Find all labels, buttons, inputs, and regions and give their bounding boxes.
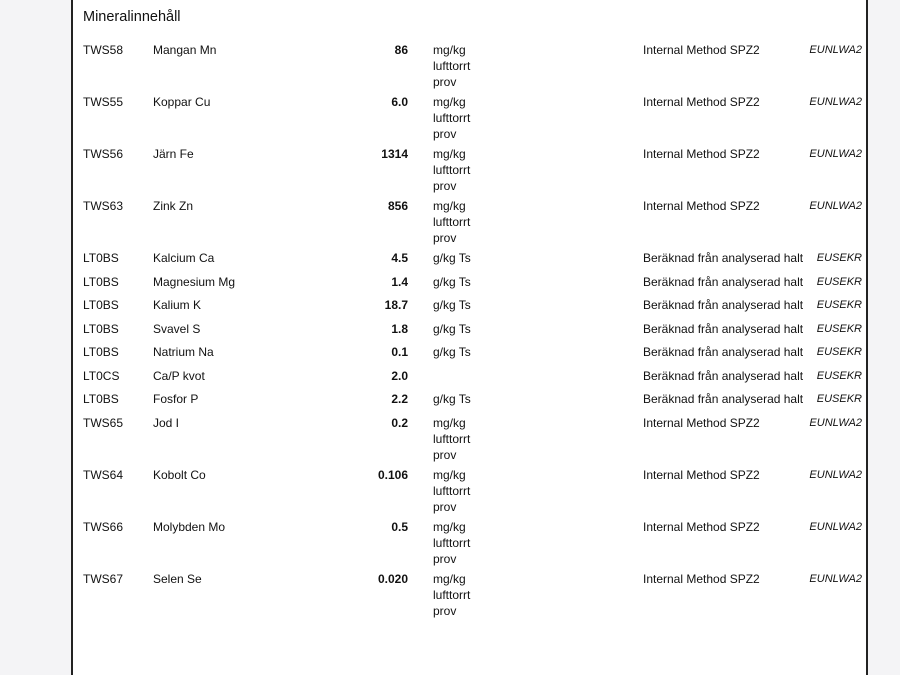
- analysis-code: TWS55: [83, 95, 124, 109]
- result-value: 0.020: [377, 571, 408, 586]
- lab-code: EUNLWA2: [809, 96, 862, 108]
- table-row: [73, 274, 866, 298]
- result-value: 18.7: [384, 298, 408, 312]
- table-row: [73, 519, 866, 571]
- lab-code: EUSEKR: [816, 393, 862, 405]
- analyte-name: Kalcium Ca: [153, 251, 215, 265]
- result-value: 1.8: [391, 321, 408, 336]
- analyte-name: Koppar Cu: [153, 95, 211, 109]
- table-row: [73, 415, 866, 467]
- table-row: [73, 344, 866, 368]
- method-name: Beräknad från analyserad halt: [643, 298, 804, 312]
- lab-code: EUSEKR: [816, 346, 862, 358]
- lab-code: EUSEKR: [816, 252, 862, 264]
- lab-code: EUNLWA2: [809, 148, 862, 160]
- method-name: Beräknad från analyserad halt: [643, 392, 804, 406]
- method-name: Beräknad från analyserad halt: [643, 251, 804, 265]
- method-name: Internal Method SPZ2: [643, 147, 760, 161]
- result-value: 856: [387, 199, 408, 213]
- method-name: Beräknad från analyserad halt: [643, 368, 804, 383]
- analyte-name: Zink Zn: [153, 199, 194, 213]
- result-value: 0.106: [377, 467, 408, 482]
- result-unit: g/kg Ts: [433, 298, 471, 312]
- lab-code: EUNLWA2: [809, 468, 862, 481]
- table-row: [73, 391, 866, 415]
- result-unit: g/kg Ts: [433, 321, 471, 336]
- result-unit: mg/kg lufttorrt prov: [433, 199, 471, 245]
- lab-code: EUNLWA2: [809, 200, 862, 212]
- analyte-name: Magnesium Mg: [153, 274, 236, 289]
- method-name: Internal Method SPZ2: [643, 467, 760, 482]
- analyte-name: Selen Se: [153, 571, 202, 586]
- analyte-name: Ca/P kvot: [153, 368, 205, 383]
- analysis-code: TWS64: [83, 467, 124, 482]
- analysis-code: TWS58: [83, 43, 124, 57]
- results-table: [73, 42, 866, 623]
- lab-code: EUSEKR: [816, 322, 862, 335]
- table-row: [73, 94, 866, 146]
- report-page: [71, 0, 868, 675]
- result-unit: mg/kg lufttorrt prov: [433, 571, 471, 618]
- result-unit: g/kg Ts: [433, 345, 471, 359]
- table-row: [73, 198, 866, 250]
- result-value: 0.1: [391, 345, 408, 359]
- result-value: 0.2: [391, 415, 408, 430]
- result-unit: mg/kg lufttorrt prov: [433, 43, 471, 89]
- analysis-code: LT0BS: [83, 251, 119, 265]
- method-name: Internal Method SPZ2: [643, 199, 760, 213]
- section-title: Mineralinnehåll: [83, 9, 181, 25]
- result-value: 1.4: [391, 274, 408, 289]
- analyte-name: Natrium Na: [153, 345, 214, 359]
- analysis-code: TWS67: [83, 571, 124, 586]
- table-row: [73, 321, 866, 345]
- analysis-code: TWS65: [83, 415, 124, 430]
- result-unit: g/kg Ts: [433, 274, 471, 289]
- method-name: Internal Method SPZ2: [643, 95, 760, 109]
- table-row: [73, 42, 866, 94]
- analyte-name: Molybden Mo: [153, 519, 226, 534]
- lab-code: EUSEKR: [816, 299, 862, 311]
- lab-code: EUNLWA2: [809, 416, 862, 429]
- method-name: Beräknad från analyserad halt: [643, 321, 804, 336]
- analysis-code: LT0BS: [83, 298, 119, 312]
- analysis-code: TWS63: [83, 199, 124, 213]
- method-name: Internal Method SPZ2: [643, 43, 760, 57]
- analysis-code: LT0BS: [83, 321, 119, 336]
- analyte-name: Kobolt Co: [153, 467, 206, 482]
- method-name: Internal Method SPZ2: [643, 415, 760, 430]
- method-name: Beräknad från analyserad halt: [643, 274, 804, 289]
- lab-code: EUSEKR: [816, 369, 862, 382]
- result-unit: mg/kg lufttorrt prov: [433, 415, 471, 462]
- result-value: 6.0: [391, 95, 408, 109]
- result-value: 2.2: [391, 392, 408, 406]
- analyte-name: Svavel S: [153, 321, 201, 336]
- table-row: [73, 467, 866, 519]
- lab-code: EUNLWA2: [809, 520, 862, 533]
- result-unit: mg/kg lufttorrt prov: [433, 147, 471, 193]
- result-value: 4.5: [391, 251, 408, 265]
- result-unit: mg/kg lufttorrt prov: [433, 519, 471, 566]
- analysis-code: TWS56: [83, 147, 124, 161]
- result-value: 1314: [381, 147, 408, 161]
- analysis-code: LT0BS: [83, 345, 119, 359]
- result-unit: mg/kg lufttorrt prov: [433, 95, 471, 141]
- analyte-name: Jod I: [153, 415, 180, 430]
- table-row: [73, 146, 866, 198]
- method-name: Beräknad från analyserad halt: [643, 345, 804, 359]
- analyte-name: Mangan Mn: [153, 43, 217, 57]
- result-unit: g/kg Ts: [433, 251, 471, 265]
- analysis-code: LT0BS: [83, 274, 119, 289]
- table-row: [73, 297, 866, 321]
- result-unit: mg/kg lufttorrt prov: [433, 467, 471, 514]
- table-row: [73, 571, 866, 623]
- analysis-code: LT0BS: [83, 392, 119, 406]
- table-row: [73, 250, 866, 274]
- lab-code: EUNLWA2: [809, 572, 862, 585]
- analysis-code: LT0CS: [83, 368, 120, 383]
- result-value: 2.0: [391, 368, 408, 383]
- analysis-code: TWS66: [83, 519, 124, 534]
- lab-code: EUSEKR: [816, 275, 862, 288]
- result-value: 86: [394, 43, 408, 57]
- analyte-name: Fosfor P: [153, 392, 199, 406]
- lab-code: EUNLWA2: [809, 44, 862, 56]
- analyte-name: Kalium K: [153, 298, 202, 312]
- result-value: 0.5: [391, 519, 408, 534]
- method-name: Internal Method SPZ2: [643, 519, 760, 534]
- result-unit: g/kg Ts: [433, 392, 471, 406]
- analyte-name: Järn Fe: [153, 147, 194, 161]
- method-name: Internal Method SPZ2: [643, 571, 760, 586]
- table-row: [73, 368, 866, 392]
